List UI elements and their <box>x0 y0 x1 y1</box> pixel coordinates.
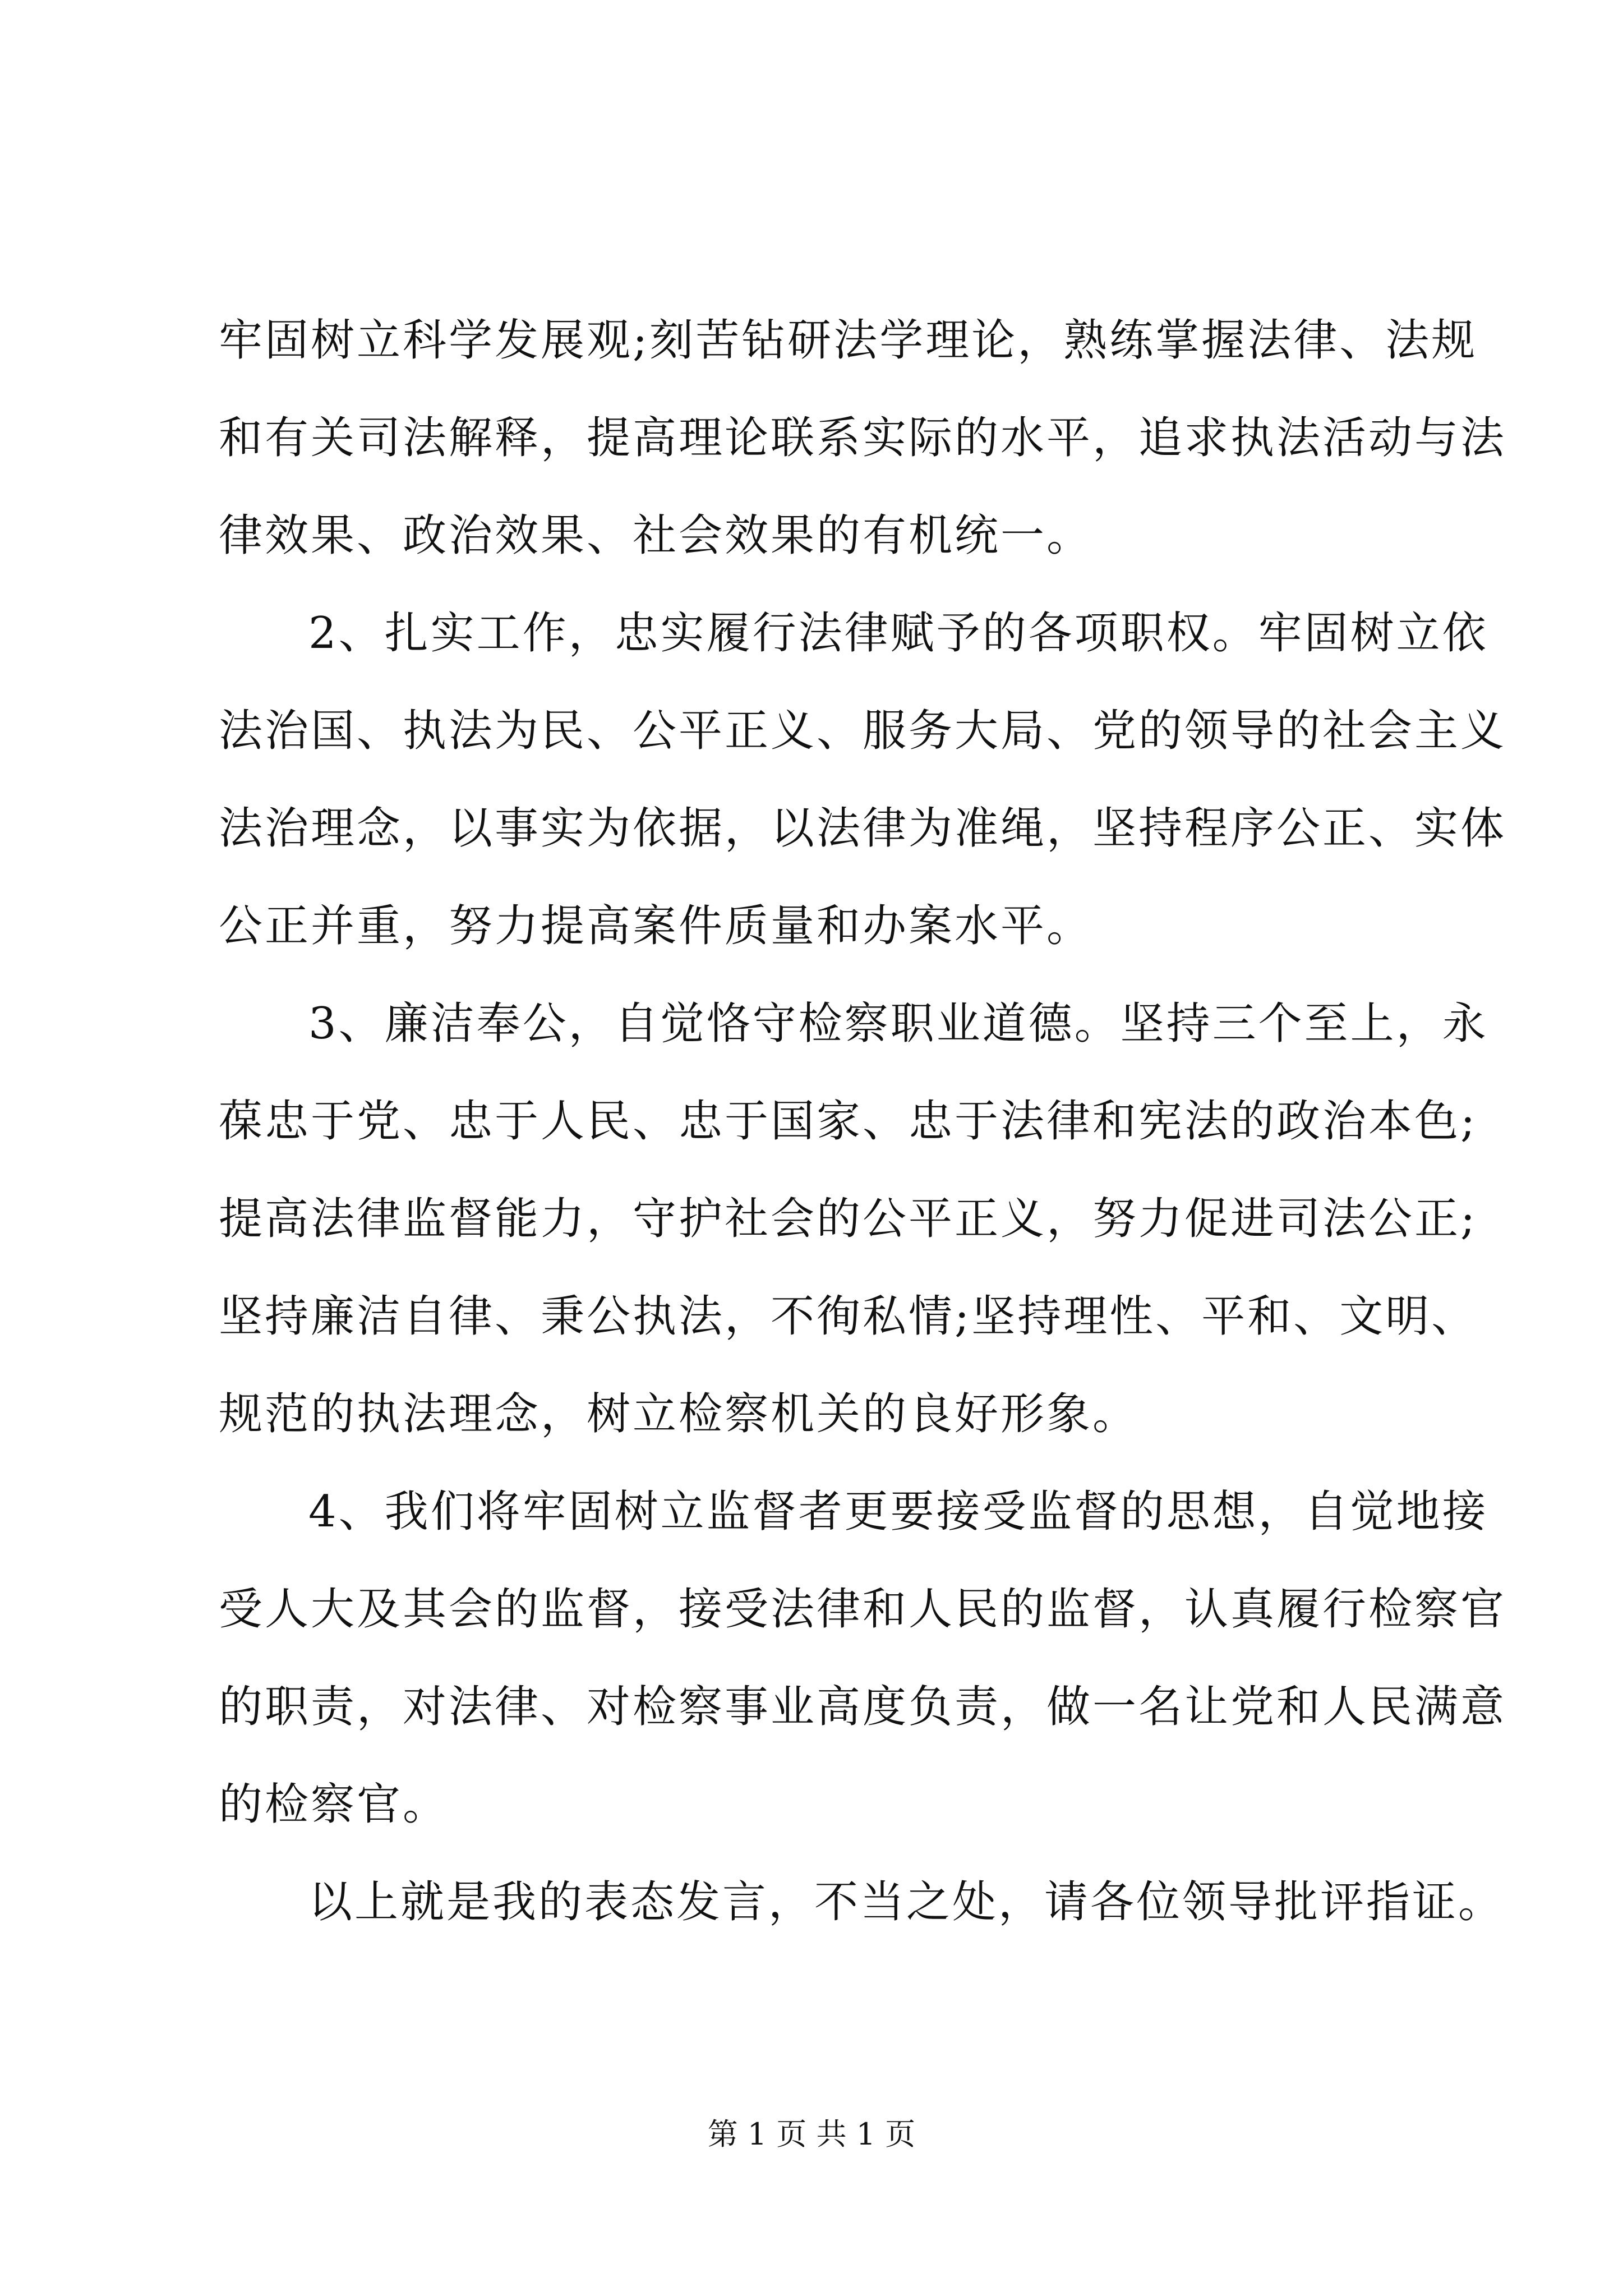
paragraph-continuation <box>219 292 1507 585</box>
text-line: 牢固树立科学发展观;刻苦钻研法学理论，熟练掌握法律、法规 <box>219 315 1478 366</box>
text-line: 律效果、政治效果、社会效果的有机统一。 <box>219 510 1093 561</box>
text-line: 坚持廉洁自律、秉公执法，不徇私情;坚持理性、平和、文明、 <box>219 1291 1478 1342</box>
text-line: 的检察官。 <box>219 1779 449 1830</box>
paragraph-item-2 <box>219 585 1507 975</box>
text-line: 的职责，对法律、对检察事业高度负责，做一名让党和人民满意 <box>219 1682 1507 1732</box>
text-line: 以上就是我的表态发言，不当之处，请各位领导批评指证。 <box>308 1877 1505 1927</box>
text-line: 法治国、执法为民、公平正义、服务大局、党的领导的社会主义 <box>219 706 1507 756</box>
text-line: 2、扎实工作，忠实履行法律赋予的各项职权。牢固树立依 <box>308 608 1488 659</box>
text-line: 公正并重，努力提高案件质量和办案水平。 <box>219 901 1093 951</box>
text-line: 规范的执法理念，树立检察机关的良好形象。 <box>219 1389 1139 1439</box>
text-line: 提高法律监督能力，守护社会的公平正义，努力促进司法公正; <box>219 1194 1478 1244</box>
paragraph-item-4 <box>219 1463 1507 1853</box>
paragraph-item-3 <box>219 975 1488 1463</box>
page-number-footer: 第 1 页 共 1 页 <box>707 2116 916 2152</box>
text-line: 法治理念，以事实为依据，以法律为准绳，坚持程序公正、实体 <box>219 803 1507 854</box>
document-body <box>219 292 1507 1951</box>
text-line: 受人大及其会的监督，接受法律和人民的监督，认真履行检察官 <box>219 1584 1507 1635</box>
text-line: 3、廉洁奉公，自觉恪守检察职业道德。坚持三个至上，永 <box>308 999 1488 1049</box>
paragraph-closing <box>219 1853 1505 1951</box>
text-line: 和有关司法解释，提高理论联系实际的水平，追求执法活动与法 <box>219 413 1507 463</box>
text-line: 4、我们将牢固树立监督者更要接受监督的思想，自觉地接 <box>308 1487 1488 1537</box>
text-line: 葆忠于党、忠于人民、忠于国家、忠于法律和宪法的政治本色; <box>219 1096 1478 1147</box>
